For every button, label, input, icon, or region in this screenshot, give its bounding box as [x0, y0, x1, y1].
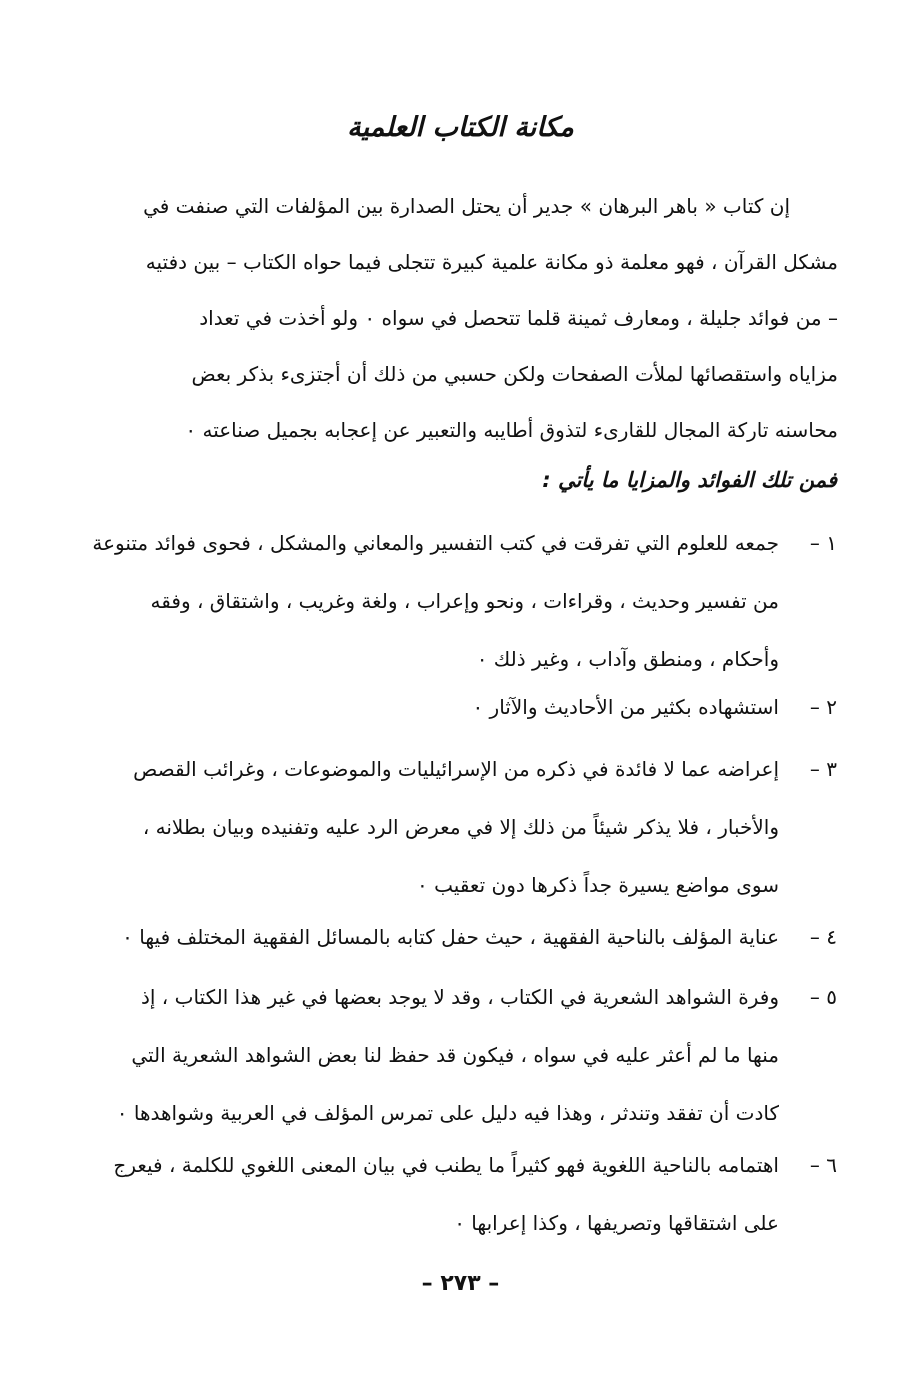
list-heading: فمن تلك الفوائد والمزايا ما يأتي :	[542, 468, 837, 492]
intro-line: محاسنه تاركة المجال للقارىء لتذوق أطايبه والتعبير عن إعجابه بجميل صناعته ٠	[185, 418, 838, 442]
intro-line: – من فوائد جليلة ، ومعارف ثمينة قلما تتحصل في سواه ٠ ولو أخذت في تعداد	[199, 306, 838, 330]
page-number: – ٢٧٣ –	[421, 1271, 500, 1296]
item-line: من تفسير وحديث ، وقراءات ، ونحو وإعراب ، ولغة وغريب ، واشتقاق ، وفقه	[150, 589, 779, 613]
item-line: وفرة الشواهد الشعرية في الكتاب ، وقد لا يوجد بعضها في غير هذا الكتاب ، إذ	[140, 985, 779, 1009]
item-line: وأحكام ، ومنطق وآداب ، وغير ذلك ٠	[476, 647, 779, 671]
list-item-4	[77, 908, 837, 966]
item-line: على اشتقاقها وتصريفها ، وكذا إعرابها ٠	[454, 1211, 779, 1235]
item-number: ٤ –	[809, 925, 837, 949]
item-text	[77, 740, 779, 914]
intro-paragraph	[82, 178, 838, 458]
item-line: والأخبار ، فلا يذكر شيئاً من ذلك إلا في معرض الرد عليه وتفنيده وبيان بطلانه ،	[142, 815, 779, 839]
item-line: إعراضه عما لا فائدة في ذكره من الإسرائيليات والموضوعات ، وغرائب القصص	[133, 757, 779, 781]
intro-line: إن كتاب « باهر البرهان » جدير أن يحتل الصدارة بين المؤلفات التي صنفت في	[143, 194, 790, 218]
item-line: عناية المؤلف بالناحية الفقهية ، حيث حفل كتابه بالمسائل الفقهية المختلف فيها ٠	[122, 925, 779, 949]
item-text	[77, 1136, 779, 1252]
item-line: جمعه للعلوم التي تفرقت في كتب التفسير والمعاني والمشكل ، فحوى فوائد متنوعة	[92, 531, 779, 555]
list-item-5	[77, 968, 837, 1142]
item-line: اهتمامه بالناحية اللغوية فهو كثيراً ما يطنب في بيان المعنى اللغوي للكلمة ، فيعرج	[113, 1153, 779, 1177]
item-line: منها ما لم أعثر عليه في سواه ، فيكون قد حفظ لنا بعض الشواهد الشعرية التي	[131, 1043, 779, 1067]
item-number: ٣ –	[809, 757, 837, 781]
page-title: مكانة الكتاب العلمية	[347, 112, 574, 143]
intro-line: مشكل القرآن ، فهو معلمة ذو مكانة علمية كبيرة تتجلى فيما حواه الكتاب – بين دفتيه	[145, 250, 838, 274]
item-line: سوى مواضع يسيرة جداً ذكرها دون تعقيب ٠	[417, 873, 779, 897]
item-number: ٢ –	[809, 695, 837, 719]
list-item-1	[77, 514, 837, 688]
item-text	[77, 678, 779, 736]
item-number: ٥ –	[809, 985, 837, 1009]
list-item-2	[77, 678, 837, 736]
list-item-6	[77, 1136, 837, 1252]
item-text	[77, 514, 779, 688]
item-line: كادت أن تفقد وتندثر ، وهذا فيه دليل على تمرس المؤلف في العربية وشواهدها ٠	[116, 1101, 779, 1125]
item-text	[77, 968, 779, 1142]
item-line: استشهاده بكثير من الأحاديث والآثار ٠	[472, 695, 779, 719]
item-text	[77, 908, 779, 966]
item-number: ١ –	[809, 531, 837, 555]
intro-line: مزاياه واستقصائها لملأت الصفحات ولكن حسبي من ذلك أن أجتزىء بذكر بعض	[191, 362, 838, 386]
item-number: ٦ –	[809, 1153, 837, 1177]
list-item-3	[77, 740, 837, 914]
